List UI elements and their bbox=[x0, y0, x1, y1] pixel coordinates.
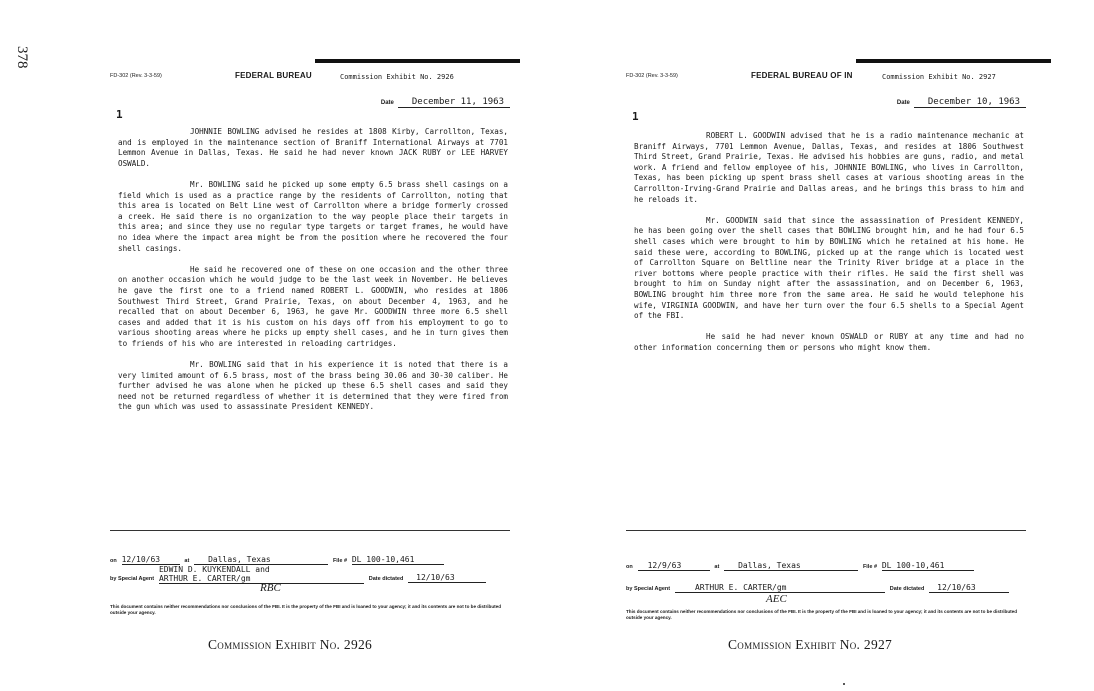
exhibit-header: Commission Exhibit No. 2927 bbox=[882, 73, 996, 81]
paragraph: He said he had never known OSWALD or RUBY at any time and had no other information concerning them or persons who might know them. bbox=[634, 332, 1024, 352]
interview-date: 12/10/63 bbox=[122, 555, 180, 565]
date-dictated: 12/10/63 bbox=[408, 573, 486, 583]
report-date: December 11, 1963 bbox=[398, 97, 510, 108]
paragraph: Mr. GOODWIN said that since the assassination of President KENNEDY, he has been going over the shell cases that BOWLING brought him, and he had four 6.5 shell cases which were brought to him by BOWLING which he retained at his home. He said these were, according to BOWLING, picked up at the range which is located west of Carrollton Square on Beltline near the Trinity River bridge at a place in the river bottoms where people practice with their rifles. He said the first shell was brought to him on Sunday night after the assassination, and on December 6, 1963, BOWLING brought him three more from the same area. He said he would telephone his wife, VIRGINIA GOODWIN, and have her turn over the four 6.5 shells to a Special Agent of the FBI. bbox=[634, 215, 1024, 321]
bureau-heading: FEDERAL BUREAU bbox=[235, 71, 312, 80]
paragraph: Mr. BOWLING said he picked up some empty 6.5 brass shell casings on a field which is used as a practice range by the residents of Carrollton, noting that this area is located on Belt Line west of Carrollton where a bridge formerly crossed a creek. He said there is no organization to the way people place their targets in this area; and since they use no regular type targets or target frames, he would have no idea where the impact area might be from the position where he recovered the four shell casings. bbox=[118, 179, 508, 253]
page-index: 1 bbox=[116, 108, 123, 121]
report-date-row bbox=[897, 97, 1026, 107]
separator bbox=[110, 530, 510, 531]
special-agent-label: by Special Agent bbox=[110, 576, 155, 582]
bureau-heading: FEDERAL BUREAU OF IN bbox=[751, 71, 853, 80]
form-number: FD-302 (Rev. 3-3-59) bbox=[626, 73, 678, 79]
report-body bbox=[118, 127, 508, 424]
interview-date: 12/9/63 bbox=[638, 561, 710, 571]
on-label: on bbox=[626, 564, 633, 570]
report-date-row bbox=[381, 97, 510, 107]
at-label: at bbox=[184, 558, 190, 564]
page-index: 1 bbox=[632, 110, 639, 123]
handwritten-initials: RBC bbox=[260, 582, 281, 594]
interview-row bbox=[626, 561, 1026, 571]
agent-line-2: ARTHUR E. CARTER/gm bbox=[159, 574, 364, 584]
file-label: File # bbox=[862, 564, 877, 570]
paragraph: He said he recovered one of these on one occasion and the other three on another occasion which he would judge to be the last week in November. He believes he gave the first one to a friend named ROBERT L. GOODWIN, who resides at 1806 Southwest Third Street, Grand Prairie, Texas, on about December 4, 1963, and he recalled that on about December 6, 1963, he gave Mr. GOODWIN three more 6.5 shell cases and added that it is his custom on his days off from his employment to go to various shooting areas where he picks up empty shell cases, and he in turn gives them to friends of his who are interested in reloading cartridges. bbox=[118, 264, 508, 348]
date-label: Date bbox=[896, 100, 910, 106]
file-number: DL 100-10,461 bbox=[882, 561, 974, 571]
file-label: File # bbox=[332, 558, 347, 564]
header-rule bbox=[856, 59, 1051, 63]
agent-row bbox=[110, 565, 510, 584]
header-rule bbox=[315, 59, 520, 63]
file-number: DL 100-10,461 bbox=[352, 555, 444, 565]
form-number: FD-302 (Rev. 3-3-59) bbox=[110, 73, 162, 79]
agent-line-1: ARTHUR E. CARTER/gm bbox=[675, 583, 885, 593]
exhibit-caption: Commission Exhibit No. 2927 bbox=[728, 637, 893, 652]
at-label: at bbox=[714, 564, 720, 570]
special-agent-label: by Special Agent bbox=[626, 586, 671, 592]
paragraph: JOHNNIE BOWLING advised he resides at 1808 Kirby, Carrollton, Texas, and is employed in the maintenance section of Braniff International Airways at 7701 Lemmon Avenue in Dallas, Texas. He said he had never known JACK RUBY or LEE HARVEY OSWALD. bbox=[118, 127, 508, 168]
speck bbox=[843, 683, 845, 685]
agent-line-1: EDWIN D. KUYKENDALL and bbox=[158, 565, 270, 574]
exhibit-header: Commission Exhibit No. 2926 bbox=[340, 73, 454, 81]
paragraph: ROBERT L. GOODWIN advised that he is a radio maintenance mechanic at Braniff Airways, 7701 Lemmon Avenue, Dallas, Texas, and resides at 1806 Southwest Third Street, Grand Prairie, Texas. He advised his hobbies are guns, radio, and metal work. A friend and fellow employee of his, JOHNNIE BOWLING, who lives in Carrollton, Texas, has been picking up spent brass shell cases at various shooting areas in the Carrollton-Irving-Grand Prairie and Dallas areas, and he brings this brass to him and he reloads it. bbox=[634, 131, 1024, 204]
date-label: Date bbox=[380, 100, 394, 106]
interview-row bbox=[110, 555, 510, 565]
interview-place: Dallas, Texas bbox=[724, 561, 858, 571]
paragraph: Mr. BOWLING said that in his experience it is noted that there is a very limited amount of 6.5 brass, most of the brass being 30.06 and 30-30 caliber. He further advised he was alone when he picked up these 6.5 shell cases and said they need not be returned regardless of whether it is determined that they were fired from the gun which was used to assassinate President KENNEDY. bbox=[118, 360, 508, 412]
date-dictated-label: Date dictated bbox=[889, 586, 925, 592]
disclaimer: This document contains neither recommendations nor conclusions of the FBI. It is the property of the FBI and is loaned to your agency; it and its contents are not to be distributed outside your agency. bbox=[110, 604, 502, 615]
agent-row bbox=[626, 583, 1026, 593]
report-date: December 10, 1963 bbox=[914, 97, 1026, 108]
handwritten-initials: AEC bbox=[766, 593, 787, 605]
separator bbox=[626, 530, 1026, 531]
disclaimer: This document contains neither recommendations nor conclusions of the FBI. It is the property of the FBI and is loaned to your agency; it and its contents are not to be distributed outside your agency. bbox=[626, 609, 1018, 620]
exhibit-caption: Commission Exhibit No. 2926 bbox=[208, 637, 373, 652]
page-number: 378 bbox=[14, 46, 30, 69]
interview-place: Dallas, Texas bbox=[194, 555, 328, 565]
report-body bbox=[634, 131, 1024, 364]
date-dictated: 12/10/63 bbox=[929, 583, 1009, 593]
date-dictated-label: Date dictated bbox=[368, 576, 404, 582]
on-label: on bbox=[110, 558, 117, 564]
